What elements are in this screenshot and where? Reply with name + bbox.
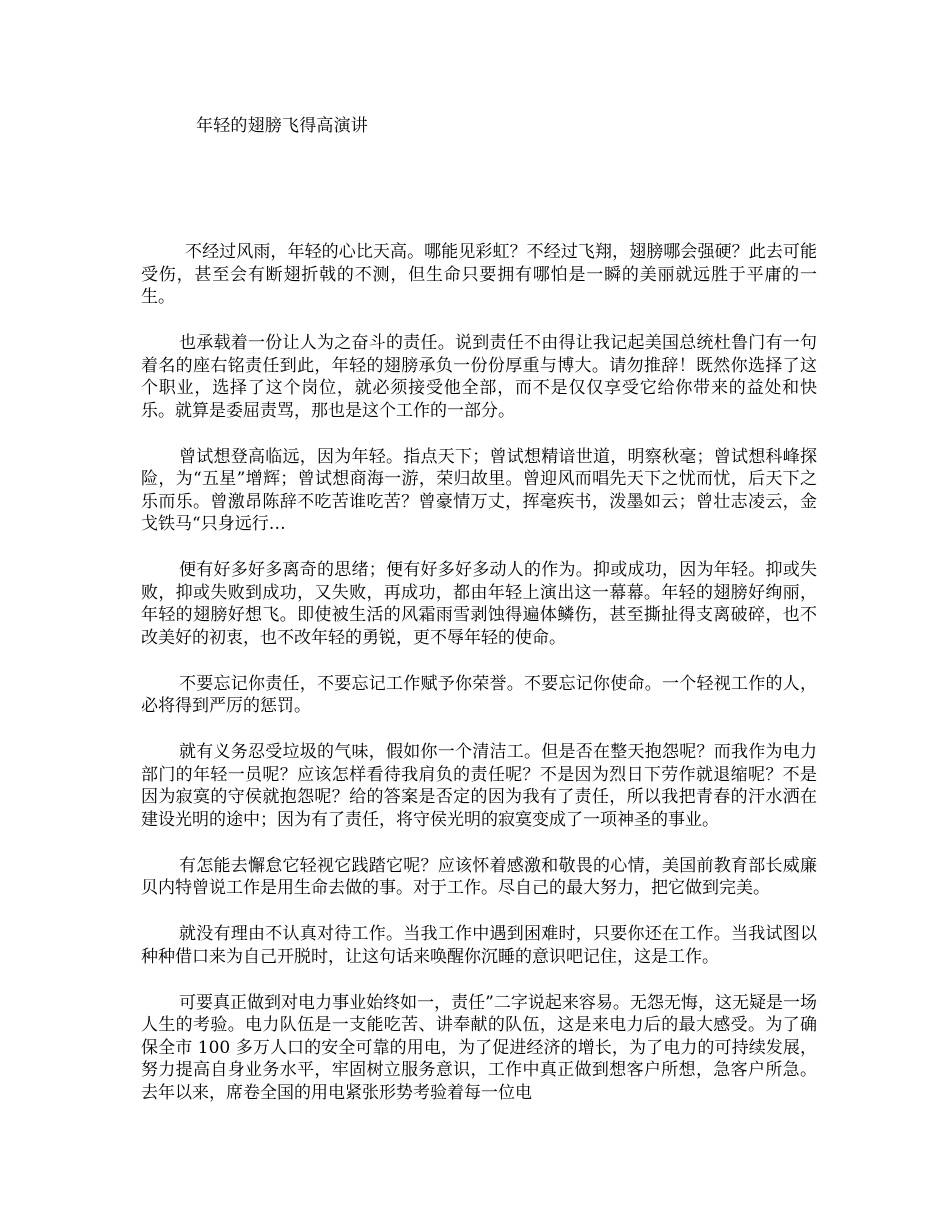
paragraph: 可要真正做到对电力事业始终如一，责任”二字说起来容易。无怨无悔，这无疑是一场人生的考验。电力队伍是一支能吃苦、讲奉献的队伍，这是来电力后的最大感受。为了确保全市 100 多万人口的安全可靠的用电，为了促进经济的增长，为了电力的可持续发展，努力提高自身业务水平，牢固树立服务意识，工作中真正做到想客户所想，急客户所急。去年以来，席卷全国的用电紧张形势考验着每一位电 (141, 992, 817, 1103)
document-title: 年轻的翅膀飞得高演讲 (196, 116, 368, 136)
paragraph: 就没有理由不认真对待工作。当我工作中遇到困难时，只要你还在工作。当我试图以种种借口来为自己开脱时，让这句话来唤醒你沉睡的意识吧记住，这是工作。 (141, 924, 817, 967)
paragraph: 有怎能去懈怠它轻视它践踏它呢？应该怀着感激和敬畏的心情，美国前教育部长威廉贝内特曾说工作是用生命去做的事。对于工作。尽自己的最大努力，把它做到完美。 (141, 855, 817, 898)
paragraph: 不要忘记你责任，不要忘记工作赋予你荣誉。不要忘记你使命。一个轻视工作的人，必将得到严厉的惩罚。 (141, 673, 817, 716)
paragraph: 也承载着一份让人为之奋斗的责任。说到责任不由得让我记起美国总统杜鲁门有一句着名的座右铭责任到此，年轻的翅膀承负一份份厚重与博大。请勿推辞！既然你选择了这个职业，选择了这个岗位，就必须接受他全部，而不是仅仅享受它给你带来的益处和快乐。就算是委屈责骂，那也是这个工作的一部分。 (141, 333, 817, 421)
document-body (141, 241, 817, 1128)
paragraph: 便有好多好多离奇的思绪；便有好多好多动人的作为。抑或成功，因为年轻。抑或失败，抑或失败到成功，又失败，再成功，都由年轻上演出这一幕幕。年轻的翅膀好绚丽，年轻的翅膀好想飞。即使被生活的风霜雨雪剥蚀得遍体鳞伤，甚至撕扯得支离破碎，也不改美好的初衷，也不改年轻的勇锐，更不辱年轻的使命。 (141, 560, 817, 648)
paragraph: 曾试想登高临远，因为年轻。指点天下；曾试想精谙世道，明察秋毫；曾试想科峰探险，为“五星”增辉；曾试想商海一游，荣归故里。曾迎风而唱先天下之忧而忧，后天下之乐而乐。曾激昂陈辞不吃苦谁吃苦？曾豪情万丈，挥毫疾书，泼墨如云；曾壮志凌云，金戈铁马“只身远行… (141, 446, 817, 534)
paragraph: 不经过风雨，年轻的心比天高。哪能见彩虹？不经过飞翔，翅膀哪会强硬？此去可能受伤，甚至会有断翅折戟的不测，但生命只要拥有哪怕是一瞬的美丽就远胜于平庸的一生。 (141, 242, 817, 307)
paragraph: 就有义务忍受垃圾的气味，假如你一个清洁工。但是否在整天抱怨呢？而我作为电力部门的年轻一员呢？应该怎样看待我肩负的责任呢？不是因为烈日下劳作就退缩呢？不是因为寂寞的守侯就抱怨呢？给的答案是否定的因为我有了责任，所以我把青春的汗水洒在建设光明的途中；因为有了责任，将守侯光明的寂寞变成了一项神圣的事业。 (141, 742, 817, 830)
